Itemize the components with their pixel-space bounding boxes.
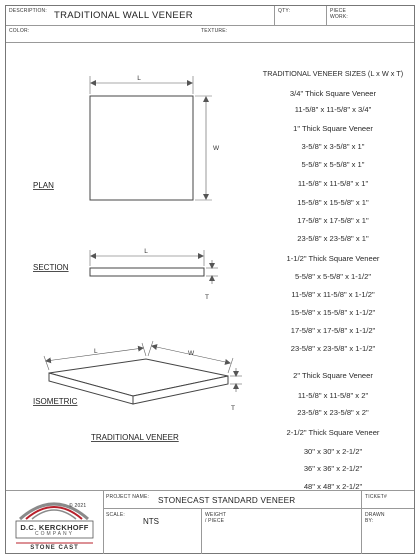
project-name-value: STONECAST STANDARD VENEER: [158, 496, 296, 505]
size-item: 30" x 30" x 2-1/2": [303, 447, 363, 456]
plan-view: [90, 76, 212, 200]
drawn-by-cell: [361, 509, 385, 554]
company-name-line2: COMPANY: [35, 531, 74, 537]
section-view-label: SECTION: [33, 263, 69, 272]
plan-length-label: L: [137, 75, 141, 82]
iso-thickness-label: T: [231, 405, 235, 412]
title-block: [6, 490, 414, 553]
size-item: 23-5/8" x 23-5/8" x 2": [297, 408, 369, 417]
size-item: 15-5/8" x 15-5/8" x 1": [297, 198, 369, 207]
size-item: 3-5/8" x 3-5/8" x 1": [301, 142, 365, 151]
copyright-text: © 2021: [69, 503, 87, 509]
company-name-line3: STONE CAST: [30, 545, 79, 551]
size-item: 15-5/8" x 15-5/8" x 1-1/2": [290, 308, 376, 317]
group-heading: 1" Thick Square Veneer: [293, 124, 373, 133]
scale-label: SCALE:: [106, 512, 125, 518]
scale-value: NTS: [143, 517, 159, 526]
section-thickness-label: T: [205, 294, 209, 301]
drawing-sheet: [5, 5, 415, 554]
weight-label: WEIGHT / PIECE: [205, 512, 227, 524]
project-name-row: [103, 491, 414, 509]
size-item: 5-5/8" x 5-5/8" x 1-1/2": [294, 272, 372, 281]
iso-top-face: [49, 359, 228, 396]
section-length-label: L: [144, 248, 148, 255]
group-heading: 3/4" Thick Square Veneer: [289, 89, 377, 98]
size-item: 17-5/8" x 17-5/8" x 1-1/2": [290, 326, 376, 335]
size-item: 48" x 48" x 2-1/2": [303, 482, 363, 491]
piece-work-label: PIECE WORK:: [330, 8, 348, 20]
plan-view-label: PLAN: [33, 181, 54, 190]
scale-row: [103, 509, 414, 554]
size-item: 11-5/8" x 11-5/8" x 2": [297, 391, 369, 400]
weight-cell: [201, 509, 227, 554]
size-item: 11-5/8" x 11-5/8" x 3/4": [294, 105, 372, 114]
color-label: COLOR:: [9, 28, 30, 34]
size-item: 17-5/8" x 17-5/8" x 1": [297, 216, 369, 225]
plan-square: [90, 96, 193, 200]
plan-width-label: W: [213, 145, 220, 152]
size-item: 11-5/8" x 11-5/8" x 1": [297, 179, 369, 188]
sizes-title: TRADITIONAL VENEER SIZES (L x W x T): [262, 69, 404, 78]
size-item: 36" x 36" x 2-1/2": [303, 464, 363, 473]
isometric-view-label: ISOMETRIC: [33, 397, 78, 406]
qty-label: QTY:: [278, 8, 291, 14]
company-name-line1: D.C. KERCKHOFF: [20, 523, 89, 532]
group-heading: 1-1/2" Thick Square Veneer: [286, 254, 380, 263]
drawing-caption: TRADITIONAL VENEER: [91, 433, 179, 442]
size-item: 11-5/8" x 11-5/8" x 1-1/2": [291, 290, 375, 299]
size-item: 23-5/8" x 23-5/8" x 1": [297, 234, 369, 243]
iso-length-label: L: [94, 348, 98, 355]
description-label: DESCRIPTION:: [9, 8, 47, 14]
section-view: [90, 250, 218, 284]
description-value: TRADITIONAL WALL VENEER: [54, 10, 193, 21]
iso-width-label: W: [188, 350, 195, 357]
size-item: 5-5/8" x 5-5/8" x 1": [301, 160, 365, 169]
isometric-view: [44, 341, 242, 404]
company-logo: [6, 491, 104, 554]
technical-drawing: [6, 6, 414, 496]
size-item: 23-5/8" x 23-5/8" x 1-1/2": [290, 344, 376, 353]
texture-label: TEXTURE:: [201, 28, 228, 34]
ticket-label: TICKET#: [365, 494, 387, 500]
group-heading: 2-1/2" Thick Square Veneer: [286, 428, 380, 437]
ticket-cell: [361, 491, 387, 508]
project-name-label: PROJECT NAME:: [106, 494, 150, 500]
section-profile: [90, 268, 204, 276]
drawn-by-label: DRAWN BY:: [365, 512, 385, 524]
group-heading: 2" Thick Square Veneer: [293, 371, 373, 380]
